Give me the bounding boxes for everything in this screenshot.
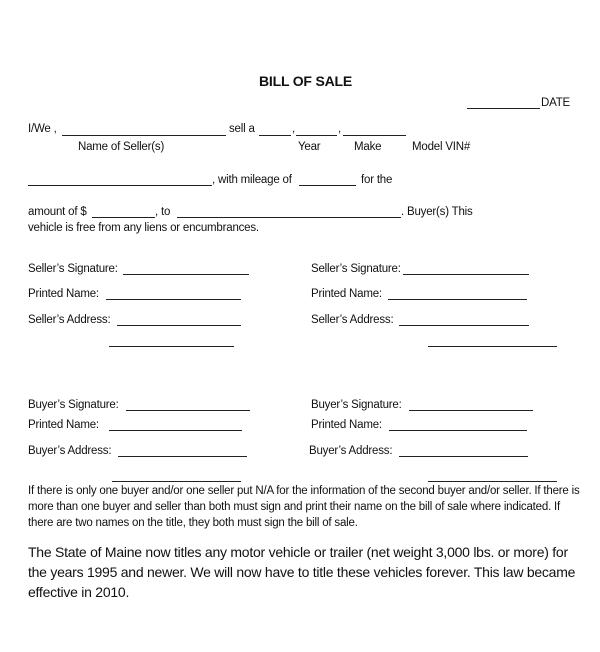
sell-a-label: sell a [229, 123, 255, 135]
vehicle-description-field[interactable] [28, 185, 212, 186]
instructions-note: If there is only one buyer and/or one seller put N/A for the information of the second buyer and/or seller. If there is more than one buyer and seller than both must sign and print their name on the bill of sale where indicated. If there are two names on the title, they both must sign the bill of sale. [28, 485, 580, 529]
iwe-label: I/We , [28, 123, 57, 135]
buyer-address-label-1: Buyer’s Address: [28, 445, 112, 457]
seller-address-label-2: Seller’s Address: [311, 314, 394, 326]
buyer-printed-name-field-1[interactable] [109, 430, 242, 431]
model-vin-field[interactable] [343, 135, 406, 136]
buyer-address-line2-field-1[interactable] [112, 481, 241, 482]
buyer-name-field[interactable] [177, 217, 401, 218]
to-label: , to [155, 206, 171, 218]
make-field[interactable] [296, 135, 337, 136]
buyer-printed-name-field-2[interactable] [389, 430, 527, 431]
for-the-label: for the [361, 174, 393, 186]
liens-statement: vehicle is free from any liens or encumbrances. [28, 222, 259, 234]
seller-signature-field-2[interactable] [403, 274, 529, 275]
caption-year: Year [298, 141, 321, 153]
mileage-label: , with mileage of [212, 174, 292, 186]
year-field[interactable] [259, 135, 291, 136]
buyer-printed-name-label-1: Printed Name: [28, 419, 99, 431]
buyer-address-line2-field-2[interactable] [428, 481, 557, 482]
amount-label: amount of $ [28, 206, 87, 218]
seller-address-field-2[interactable] [399, 325, 529, 326]
caption-model-vin: Model VIN# [412, 141, 471, 153]
mileage-field[interactable] [299, 185, 356, 186]
buyer-address-field-1[interactable] [118, 456, 247, 457]
seller-name-field[interactable] [62, 135, 226, 136]
caption-seller-name: Name of Seller(s) [78, 141, 165, 153]
buyer-this-label: . Buyer(s) This [401, 206, 473, 218]
seller-address-line2-field-1[interactable] [109, 346, 234, 347]
comma-1: , [292, 123, 295, 135]
seller-address-line2-field-2[interactable] [428, 346, 557, 347]
seller-printed-name-field-1[interactable] [106, 299, 241, 300]
comma-2: , [338, 123, 341, 135]
seller-address-label-1: Seller’s Address: [28, 314, 111, 326]
seller-printed-name-label-2: Printed Name: [311, 288, 382, 300]
seller-printed-name-field-2[interactable] [388, 299, 527, 300]
buyer-printed-name-label-2: Printed Name: [311, 419, 382, 431]
buyer-address-field-2[interactable] [399, 456, 528, 457]
date-field[interactable] [467, 108, 540, 109]
amount-field[interactable] [92, 217, 155, 218]
buyer-signature-field-2[interactable] [409, 410, 533, 411]
buyer-signature-label-2: Buyer’s Signature: [311, 399, 402, 411]
buyer-signature-field-1[interactable] [126, 410, 250, 411]
date-label: DATE [541, 97, 571, 109]
seller-signature-label-2: Seller’s Signature: [311, 263, 401, 275]
seller-address-field-1[interactable] [117, 325, 241, 326]
seller-signature-label-1: Seller’s Signature: [28, 263, 118, 275]
seller-signature-field-1[interactable] [123, 274, 249, 275]
buyer-signature-label-1: Buyer’s Signature: [28, 399, 119, 411]
maine-law-note: The State of Maine now titles any motor vehicle or trailer (net weight 3,000 lbs. or more) for the years 1995 and newer. We will now have to title these vehicles forever. This law became effective in 2010. [28, 544, 576, 600]
document-title: BILL OF SALE [259, 73, 353, 89]
buyer-address-label-2: Buyer’s Address: [309, 445, 393, 457]
seller-printed-name-label-1: Printed Name: [28, 288, 99, 300]
caption-make: Make [354, 141, 382, 153]
